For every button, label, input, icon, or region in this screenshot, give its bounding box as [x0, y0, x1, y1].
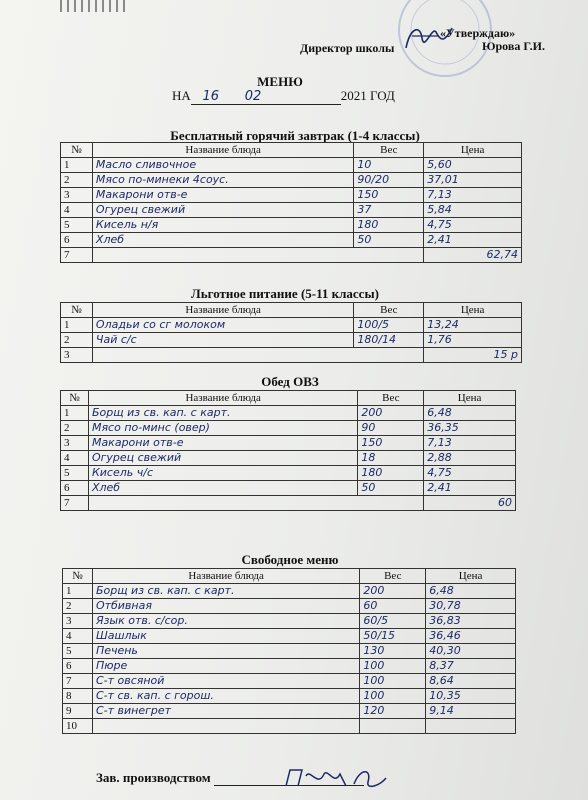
row-weight: 10 — [354, 158, 424, 173]
row-num: 3 — [61, 188, 93, 203]
row-price: 30,78 — [426, 599, 516, 614]
row-price: 8,64 — [426, 674, 516, 689]
row-name: Макарони отв-е — [92, 188, 353, 203]
menu-title: МЕНЮ — [257, 74, 303, 89]
row-price: 36,83 — [426, 614, 516, 629]
row-name: Борщ из св. кап. с карт. — [92, 584, 359, 599]
col-name: Название блюда — [92, 303, 353, 318]
table-row — [63, 599, 516, 614]
row-weight: 150 — [358, 436, 424, 451]
row-num: 3 — [61, 348, 93, 363]
row-price: 7,13 — [424, 188, 522, 203]
director-label: Директор школы — [300, 41, 395, 55]
table-free-menu — [62, 568, 516, 734]
row-weight: 90/20 — [354, 173, 424, 188]
table-row — [63, 704, 516, 719]
row-name: Борщ из св. кап. с карт. — [88, 406, 357, 421]
row-price: 4,75 — [424, 218, 522, 233]
row-name: Хлеб — [92, 233, 353, 248]
row-num: 1 — [61, 158, 93, 173]
col-name: Название блюда — [92, 143, 353, 158]
row-weight: 60 — [360, 599, 426, 614]
row-num: 4 — [61, 451, 89, 466]
row-num: 6 — [61, 481, 89, 496]
row-num: 3 — [63, 614, 93, 629]
row-name: С-т винегрет — [92, 704, 359, 719]
row-name — [92, 348, 423, 363]
row-num: 1 — [63, 584, 93, 599]
table-discounted — [60, 302, 522, 363]
row-name: Масло сливочное — [92, 158, 353, 173]
table-row — [61, 451, 516, 466]
col-name: Название блюда — [88, 391, 357, 406]
table-breakfast — [60, 142, 522, 263]
row-price: 36,35 — [424, 421, 516, 436]
row-weight: 130 — [360, 644, 426, 659]
row-name: Макарони отв-е — [88, 436, 357, 451]
table-row — [61, 173, 522, 188]
row-num: 2 — [61, 333, 93, 348]
table-row — [61, 406, 516, 421]
row-weight: 100 — [360, 659, 426, 674]
row-name: Мясо по-минеки 4соус. — [92, 173, 353, 188]
row-num: 2 — [63, 599, 93, 614]
row-name: Огурец свежий — [92, 203, 353, 218]
row-weight: 180 — [358, 466, 424, 481]
table-row — [63, 659, 516, 674]
date-day: 16 — [202, 89, 220, 104]
row-name: Печень — [92, 644, 359, 659]
row-price — [426, 719, 516, 734]
row-num: 7 — [63, 674, 93, 689]
row-price: 5,60 — [424, 158, 522, 173]
row-total: 15 р — [424, 348, 522, 363]
row-price: 13,24 — [424, 318, 522, 333]
table-row — [61, 218, 522, 233]
row-num: 1 — [61, 318, 93, 333]
manager-signature — [280, 764, 390, 794]
row-price: 1,76 — [424, 333, 522, 348]
col-weight: Вес — [354, 143, 424, 158]
table-row — [61, 203, 522, 218]
row-price: 6,48 — [424, 406, 516, 421]
table-row — [61, 158, 522, 173]
table-row — [61, 421, 516, 436]
table-header — [61, 303, 522, 318]
row-total: 60 — [424, 496, 516, 511]
row-num: 1 — [61, 406, 89, 421]
row-weight: 18 — [358, 451, 424, 466]
row-num: 10 — [63, 719, 93, 734]
approve-label: «Утверждаю» — [440, 26, 516, 40]
row-name: Язык отв. с/сор. — [92, 614, 359, 629]
row-num: 4 — [61, 203, 93, 218]
table-row — [63, 719, 516, 734]
table-row — [61, 188, 522, 203]
row-name: Оладьи со сг молоком — [92, 318, 353, 333]
row-price: 10,35 — [426, 689, 516, 704]
row-num: 2 — [61, 173, 93, 188]
table-row — [63, 584, 516, 599]
col-price: Цена — [424, 143, 522, 158]
col-num: № — [61, 303, 93, 318]
row-price: 36,46 — [426, 629, 516, 644]
table-row — [61, 333, 522, 348]
row-price: 2,41 — [424, 233, 522, 248]
row-weight: 50/15 — [360, 629, 426, 644]
section-title-ovz: Обед ОВЗ — [261, 374, 319, 389]
table-row — [61, 348, 522, 363]
row-price: 2,41 — [424, 481, 516, 496]
footer-label: Зав. производством — [96, 770, 211, 785]
director-signature — [398, 18, 458, 58]
row-name: Отбивная — [92, 599, 359, 614]
date-prefix: НА — [172, 88, 191, 103]
table-row — [61, 233, 522, 248]
table-header — [61, 143, 522, 158]
row-price: 7,13 — [424, 436, 516, 451]
table-header — [61, 391, 516, 406]
table-header — [63, 569, 516, 584]
row-name: Шашлык — [92, 629, 359, 644]
row-weight: 150 — [354, 188, 424, 203]
row-price: 9,14 — [426, 704, 516, 719]
col-weight: Вес — [360, 569, 426, 584]
row-weight: 100 — [360, 674, 426, 689]
row-num: 5 — [61, 466, 89, 481]
row-num: 9 — [63, 704, 93, 719]
table-row — [63, 614, 516, 629]
row-price: 2,88 — [424, 451, 516, 466]
row-name: Огурец свежий — [88, 451, 357, 466]
col-price: Цена — [424, 303, 522, 318]
row-total: 62,74 — [424, 248, 522, 263]
row-price: 6,48 — [426, 584, 516, 599]
row-price: 4,75 — [424, 466, 516, 481]
row-weight: 200 — [358, 406, 424, 421]
row-name — [92, 719, 359, 734]
row-name: Хлеб — [88, 481, 357, 496]
table-row — [61, 436, 516, 451]
date-suffix: 2021 ГОД — [340, 88, 395, 103]
row-num: 6 — [63, 659, 93, 674]
row-weight: 90 — [358, 421, 424, 436]
col-price: Цена — [424, 391, 516, 406]
row-name — [88, 496, 423, 511]
col-num: № — [61, 143, 93, 158]
row-name: Чай с/с — [92, 333, 353, 348]
row-name: Пюре — [92, 659, 359, 674]
row-weight: 180/14 — [354, 333, 424, 348]
row-name: Кисель ч/с — [88, 466, 357, 481]
table-row — [63, 644, 516, 659]
torn-edge-mark — [60, 0, 130, 12]
col-price: Цена — [426, 569, 516, 584]
row-num: 5 — [61, 218, 93, 233]
table-row — [63, 674, 516, 689]
row-num: 4 — [63, 629, 93, 644]
row-num: 3 — [61, 436, 89, 451]
table-row — [63, 629, 516, 644]
row-name — [92, 248, 423, 263]
table-row — [61, 481, 516, 496]
section-title-discounted: Льготное питание (5-11 классы) — [191, 286, 379, 301]
section-title-free-menu: Свободное меню — [241, 552, 339, 567]
row-num: 8 — [63, 689, 93, 704]
row-name: С-т овсяной — [92, 674, 359, 689]
row-weight: 100 — [360, 689, 426, 704]
director-name: Юрова Г.И. — [482, 39, 545, 53]
row-weight: 50 — [354, 233, 424, 248]
col-weight: Вес — [354, 303, 424, 318]
table-row — [61, 318, 522, 333]
menu-date — [172, 88, 395, 105]
row-weight: 120 — [360, 704, 426, 719]
row-name: Кисель н/я — [92, 218, 353, 233]
row-price: 8,37 — [426, 659, 516, 674]
col-weight: Вес — [358, 391, 424, 406]
row-price: 37,01 — [424, 173, 522, 188]
table-ovz — [60, 390, 516, 511]
col-name: Название блюда — [92, 569, 359, 584]
row-weight: 100/5 — [354, 318, 424, 333]
row-weight: 200 — [360, 584, 426, 599]
table-row — [61, 466, 516, 481]
row-weight: 37 — [354, 203, 424, 218]
date-month: 02 — [244, 89, 262, 104]
row-weight: 60/5 — [360, 614, 426, 629]
table-row — [61, 248, 522, 263]
col-num: № — [63, 569, 93, 584]
row-price: 40,30 — [426, 644, 516, 659]
row-weight: 180 — [354, 218, 424, 233]
row-num: 2 — [61, 421, 89, 436]
table-row — [61, 496, 516, 511]
row-weight — [360, 719, 426, 734]
row-num: 5 — [63, 644, 93, 659]
row-num: 7 — [61, 248, 93, 263]
row-name: Мясо по-минс (овер) — [88, 421, 357, 436]
section-title-breakfast: Бесплатный горячий завтрак (1-4 классы) — [170, 128, 420, 143]
row-weight: 50 — [358, 481, 424, 496]
row-price: 5,84 — [424, 203, 522, 218]
row-num: 6 — [61, 233, 93, 248]
table-row — [63, 689, 516, 704]
col-num: № — [61, 391, 89, 406]
row-num: 7 — [61, 496, 89, 511]
row-name: С-т св. кап. с горош. — [92, 689, 359, 704]
